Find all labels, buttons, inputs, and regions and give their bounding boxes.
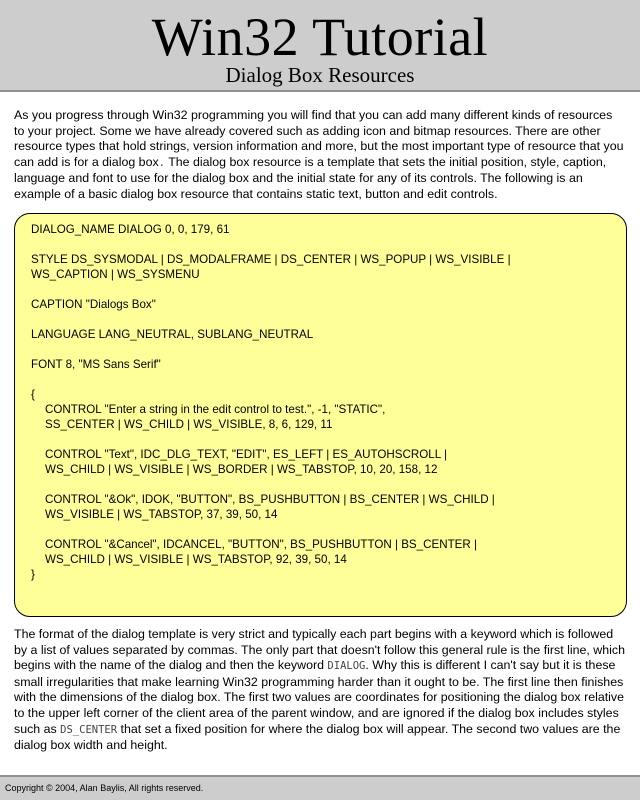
outro-part-3: that set a fixed position for where the dialog box will appear. The second two values are the dialog box width and height. — [14, 721, 621, 753]
code-control-ok-2: WS_VISIBLE | WS_TABSTOP, 37, 39, 50, 14 — [45, 508, 278, 521]
outro-part-1: The format of the dialog template is very strict and typically each part begins with a keyword which is followed by a list of values separated by commas. The only part that doesn't follow this general rule is the first line, which begins with the name of the dialog and then the keyword — [14, 627, 625, 673]
code-control-cancel-1: CONTROL "&Cancel", IDCANCEL, "BUTTON", BS_PUSHBUTTON | BS_CENTER | — [45, 538, 478, 551]
page-subtitle: Dialog Box Resources — [225, 63, 415, 87]
page-footer — [0, 775, 640, 800]
code-control-static-1: CONTROL "Enter a string in the edit control to test.", -1, "STATIC", — [45, 403, 386, 416]
copyright-text: Copyright © 2004, Alan Baylis, All rights reserved. — [5, 783, 204, 793]
intro-paragraph — [14, 108, 626, 203]
code-style-line-2: WS_CAPTION | WS_SYSMENU — [31, 268, 200, 281]
code-control-static-2: SS_CENTER | WS_CHILD | WS_VISIBLE, 8, 6, 129, 11 — [45, 418, 333, 431]
code-caption-line: CAPTION "Dialogs Box" — [31, 298, 156, 311]
intro-dot: . — [158, 156, 165, 169]
code-style-line-1: STYLE DS_SYSMODAL | DS_MODALFRAME | DS_CENTER | WS_POPUP | WS_VISIBLE | — [31, 253, 511, 266]
page-title: Win32 Tutorial — [151, 7, 489, 67]
dialog-keyword: DIALOG — [327, 660, 366, 673]
ds-center-keyword: DS_CENTER — [60, 723, 118, 736]
code-dialog-line: DIALOG_NAME DIALOG 0, 0, 179, 61 — [31, 223, 230, 236]
explanation-paragraph — [14, 627, 626, 754]
code-font-line: FONT 8, "MS Sans Serif" — [31, 358, 161, 371]
code-control-cancel-2: WS_CHILD | WS_VISIBLE | WS_TABSTOP, 92, 39, 50, 14 — [45, 553, 347, 566]
code-example-box — [14, 213, 627, 617]
intro-text-before: As you progress through Win32 programming you will find that you can add many different kinds of resources to your project. Some we have already covered such as adding icon and bitmap resources. There are other resource types that hold strings, version information and more, but the most important type of resource that you can add is for a dialog box — [14, 108, 624, 169]
intro-text-after: The dialog box resource is a template that sets the initial position, style, caption, language and font to use for the dialog box and the initial state for any of its controls. The following is an example of a basic dialog box resource that contains static text, button and edit controls. — [14, 154, 607, 201]
code-close-brace: } — [31, 568, 35, 581]
code-control-edit-2: WS_CHILD | WS_VISIBLE | WS_BORDER | WS_TABSTOP, 10, 20, 158, 12 — [45, 463, 438, 476]
outro-part-2: . Why this is different I can't say but it is these small irregularities that make learning Win32 programming harder than it ought to be. The first line then finishes with the dimensions of the dialog box. The first two values are coordinates for positioning the dialog box relative to the upper left corner of the client area of the parent window, and are ignored if the dialog box includes styles such as — [14, 658, 625, 736]
code-control-edit-1: CONTROL "Text", IDC_DLG_TEXT, "EDIT", ES_LEFT | ES_AUTOHSCROLL | — [45, 448, 447, 461]
code-control-ok-1: CONTROL "&Ok", IDOK, "BUTTON", BS_PUSHBUTTON | BS_CENTER | WS_CHILD | — [45, 493, 495, 506]
code-open-brace: { — [31, 388, 35, 401]
page-header — [0, 0, 640, 92]
code-language-line: LANGUAGE LANG_NEUTRAL, SUBLANG_NEUTRAL — [31, 328, 314, 341]
